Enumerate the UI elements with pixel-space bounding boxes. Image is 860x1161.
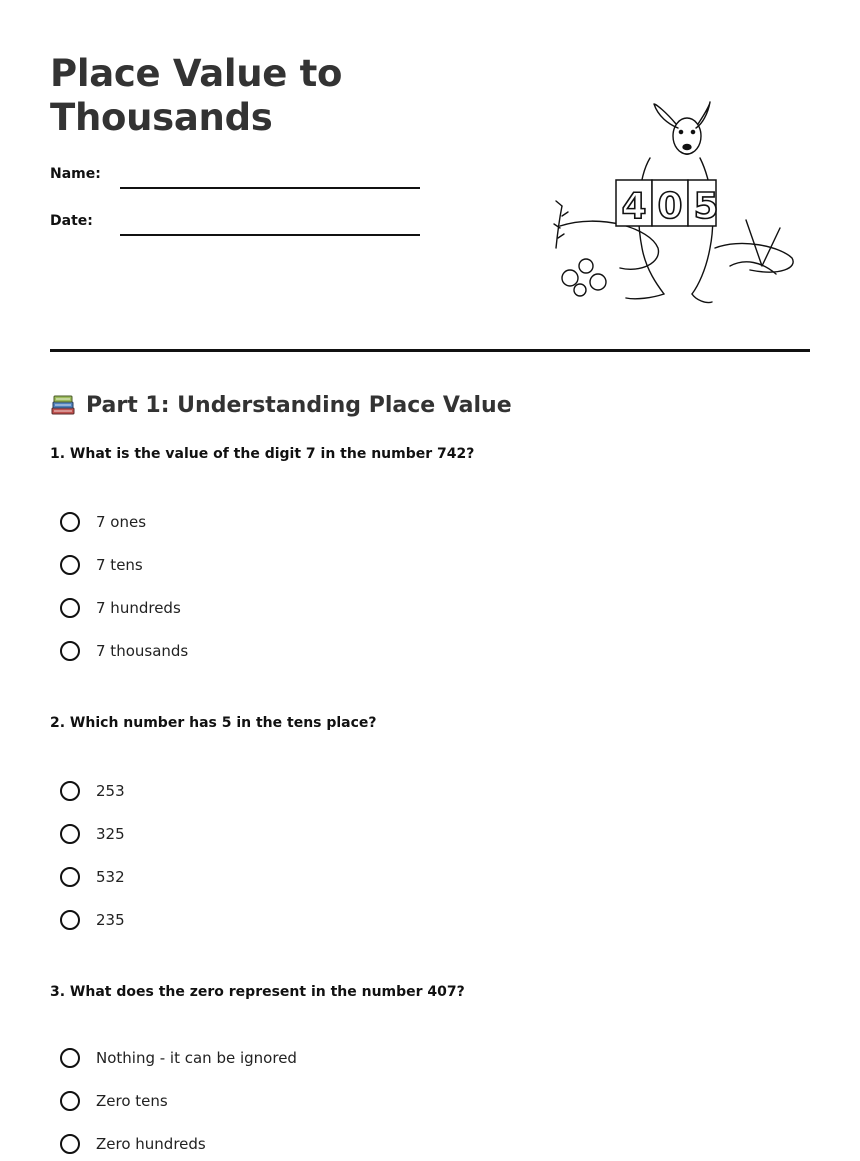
- question-2: [50, 713, 810, 929]
- name-line[interactable]: [120, 187, 420, 189]
- worksheet-title: Place Value to Thousands: [50, 52, 343, 139]
- option-label: 7 hundreds: [96, 599, 181, 617]
- tile-digit-5: 5: [693, 186, 719, 227]
- radio-button[interactable]: [60, 1091, 80, 1111]
- question-2-option-a[interactable]: [60, 778, 125, 804]
- question-1-option-c[interactable]: [60, 595, 181, 621]
- tile-digit-4: 4: [621, 186, 647, 227]
- option-label: Nothing - it can be ignored: [96, 1049, 297, 1067]
- part1-heading: [50, 389, 512, 421]
- question-1: [50, 444, 810, 660]
- question-3: [50, 982, 810, 1153]
- option-label: 325: [96, 825, 125, 843]
- option-label: 253: [96, 782, 125, 800]
- question-1-option-a[interactable]: [60, 509, 146, 535]
- question-3-option-b[interactable]: [60, 1088, 168, 1114]
- question-1-option-b[interactable]: [60, 552, 143, 578]
- radio-button[interactable]: [60, 641, 80, 661]
- radio-button[interactable]: [60, 555, 80, 575]
- kangaroo-illustration: [540, 98, 800, 310]
- part1-heading-text: Part 1: Understanding Place Value: [86, 392, 512, 418]
- option-label: 235: [96, 911, 125, 929]
- question-2-option-b[interactable]: [60, 821, 125, 847]
- radio-button[interactable]: [60, 910, 80, 930]
- tile-digit-0: 0: [657, 186, 683, 227]
- radio-button[interactable]: [60, 1048, 80, 1068]
- radio-button[interactable]: [60, 867, 80, 887]
- radio-button[interactable]: [60, 1134, 80, 1154]
- question-2-option-d[interactable]: [60, 907, 125, 933]
- books-icon: [50, 392, 76, 418]
- radio-button[interactable]: [60, 598, 80, 618]
- name-label: Name:: [50, 166, 101, 182]
- question-3-text: 3. What does the zero represent in the number 407?: [50, 984, 465, 1000]
- option-label: Zero hundreds: [96, 1135, 206, 1153]
- option-label: 7 ones: [96, 513, 147, 531]
- option-label: 7 tens: [96, 556, 143, 574]
- question-3-option-c[interactable]: [60, 1131, 206, 1157]
- radio-button[interactable]: [60, 512, 80, 532]
- section-divider: [50, 349, 810, 352]
- radio-button[interactable]: [60, 781, 80, 801]
- question-1-text: 1. What is the value of the digit 7 in the number 742?: [50, 446, 475, 462]
- option-label: 532: [96, 868, 125, 886]
- date-label: Date:: [50, 213, 93, 229]
- question-2-option-c[interactable]: [60, 864, 125, 890]
- option-label: 7 thousands: [96, 642, 189, 660]
- radio-button[interactable]: [60, 824, 80, 844]
- option-label: Zero tens: [96, 1092, 168, 1110]
- date-line[interactable]: [120, 234, 420, 236]
- question-3-option-a[interactable]: [60, 1045, 297, 1071]
- number-tiles: [616, 180, 719, 227]
- question-1-option-d[interactable]: [60, 638, 188, 664]
- question-2-text: 2. Which number has 5 in the tens place?: [50, 715, 377, 731]
